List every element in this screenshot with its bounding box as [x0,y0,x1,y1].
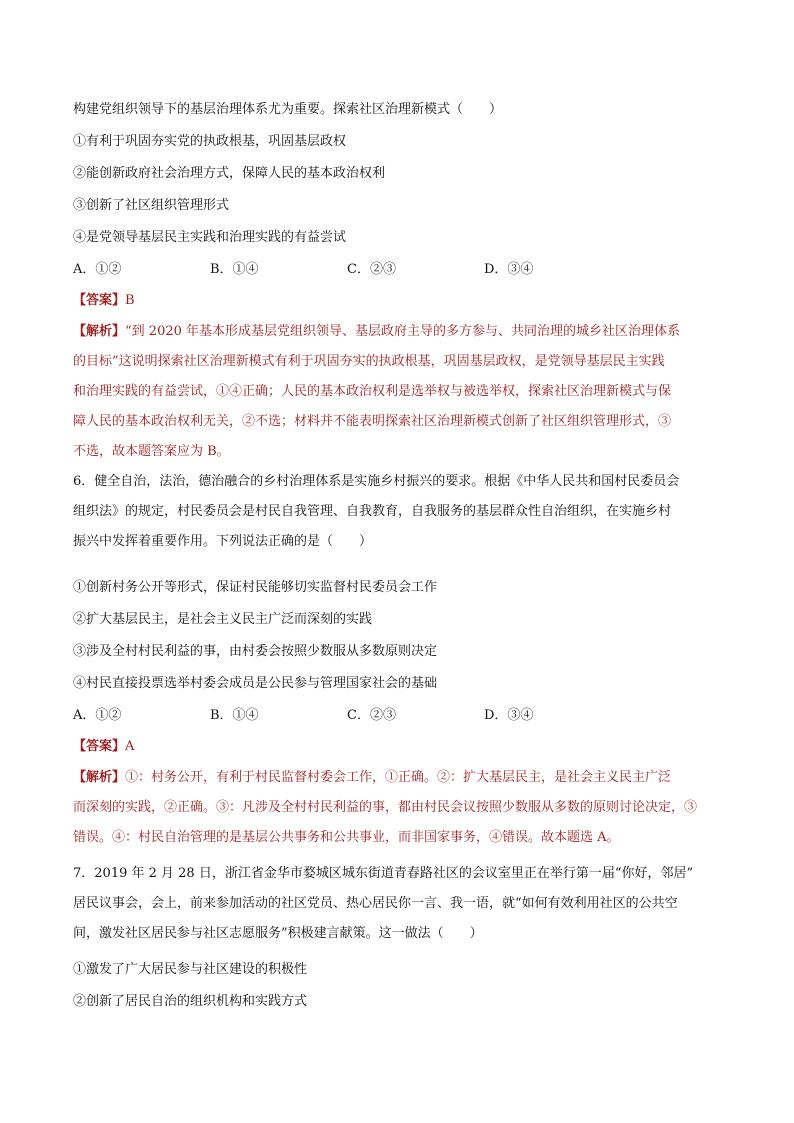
q7-stem-line-2: 居民议事会，会上，前来参加活动的社区党员、热心居民你一言、我一语，就“如何有效利用社区的公共空 [73,896,678,911]
q5-item-2: ②能创新政府社会治理方式，保障人民的基本政治权利 [73,166,386,181]
q5-option-c: C．②③ [347,262,396,277]
q6-item-2: ②扩大基层民主，是社会主义民主广泛而深刻的实践 [73,612,373,627]
q5-analysis-line-4: 障人民的基本政治权利无关，②不选；材料并不能表明探索社区治理新模式创新了社区组织管理形式，③ [73,414,672,429]
q5-answer-value: B [125,293,135,308]
q6-option-c: C．②③ [347,708,396,723]
q5-option-b: B．①④ [210,262,259,277]
q6-analysis-label: 【解析】 [73,770,126,785]
q7-stem-line-1: 7．2019 年 2 月 28 日，浙江省金华市婺城区城东街道青春路社区的会议室里正在举行第一届“你好，邻居” [73,866,694,881]
q6-item-4: ④村民直接投票选举村委会成员是公民参与管理国家社会的基础 [73,676,438,691]
q6-stem-line-2: 组织法》的规定，村民委员会是村民自我管理、自我教育，自我服务的基层群众性自治组织，在实施乡村 [73,504,672,519]
q5-answer-label: 【答案】 [73,293,126,308]
q5-item-1: ①有利于巩固夯实党的执政根基，巩固基层政权 [73,134,347,149]
q5-stem: 构建党组织领导下的基层治理体系尤为重要。探索社区治理新模式（ ） [73,102,503,117]
q5-analysis-line-1 [73,323,723,341]
q5-answer [73,292,723,310]
q6-analysis-line-2: 而深刻的实践，②正确。③：凡涉及全村村民利益的事，都由村民会议按照少数服从多数的原则讨论决定，③ [73,800,698,815]
q5-analysis-label: 【解析】 [73,324,126,339]
q6-answer-label: 【答案】 [73,739,126,754]
q5-option-d: D．③④ [484,262,534,277]
q6-answer-value: A [125,739,135,754]
q7-stem-line-3: 间，激发社区居民参与社区志愿服务”积极建言献策。这一做法（ ） [73,926,483,941]
q7-item-2: ②创新了居民自治的组织机构和实践方式 [73,994,308,1009]
q6-answer [73,738,723,756]
q6-analysis-text-1: ①：村务公开，有利于村民监督村委会工作，①正确。②：扩大基层民主，是社会主义民主广泛 [125,770,672,785]
q6-item-1: ①创新村务公开等形式，保证村民能够切实监督村民委员会工作 [73,580,438,595]
q6-item-3: ③涉及全村村民利益的事，由村委会按照少数服从多数原则决定 [73,644,438,659]
q6-stem-line-3: 振兴中发挥着重要作用。下列说法正确的是（ ） [73,534,373,549]
q6-stem-line-1: 6．健全自治，法治，德治融合的乡村治理体系是实施乡村振兴的要求。根据《中华人民共和国村民委员会 [73,474,680,489]
q5-item-3: ③创新了社区组织管理形式 [73,198,230,213]
q6-option-b: B．①④ [210,708,259,723]
q7-item-1: ①激发了广大居民参与社区建设的积极性 [73,962,308,977]
q5-analysis-text-1: “到 2020 年基本形成基层党组织领导、基层政府主导的多方参与、共同治理的城乡社区治理体系 [125,324,681,339]
q6-analysis-line-1 [73,769,723,787]
q5-item-4: ④是党领导基层民主实践和治理实践的有益尝试 [73,230,347,245]
q6-option-a: A．①② [73,708,122,723]
q5-option-a: A．①② [73,262,122,277]
q5-analysis-line-2: 的目标”这说明探索社区治理新模式有利于巩固夯实的执政根基，巩固基层政权，是党领导基层民主实践 [73,354,665,369]
q5-analysis-line-3: 和治理实践的有益尝试，①④正确；人民的基本政治权利是选举权与被选举权，探索社区治理新模式与保 [73,384,672,399]
q6-analysis-line-3: 错误。④：村民自治管理的是基层公共事务和公共事业，而非国家事务，④错误。故本题选 A。 [73,830,620,845]
q5-analysis-line-5: 不选，故本题答案应为 B。 [73,444,230,459]
q6-option-d: D．③④ [484,708,534,723]
